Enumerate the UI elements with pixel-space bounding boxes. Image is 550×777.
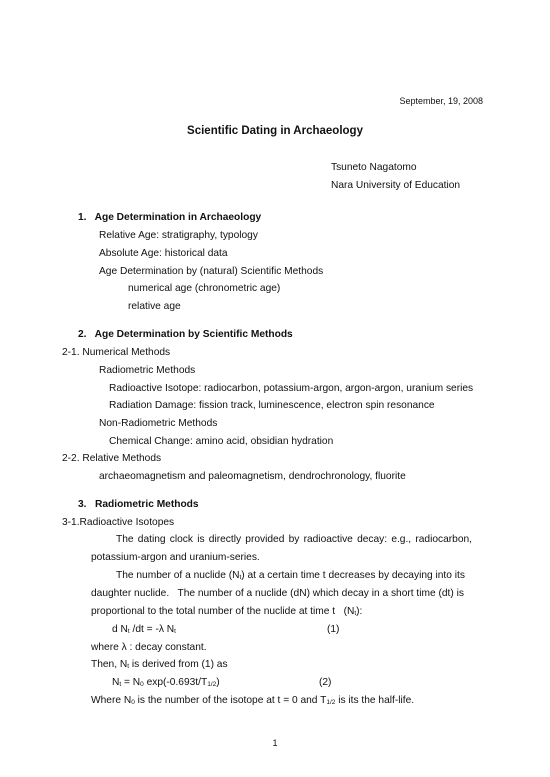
paragraph-line: proportional to the total number of the nuclide at time t $(N_t)$:	[91, 606, 363, 617]
list-item: Chemical Change: amino acid, obsidian hydration	[109, 436, 334, 447]
equation-number: (1)	[327, 624, 340, 635]
author-affiliation: Nara University of Education	[331, 180, 461, 191]
paragraph-line: potassium-argon and uranium-series.	[91, 552, 260, 563]
document-date: September, 19, 2008	[399, 96, 483, 106]
equation-number: (2)	[319, 677, 332, 688]
section-heading: 2. Age Determination by Scientific Methods	[78, 329, 293, 340]
subsection-heading: 2-1. Numerical Methods	[62, 347, 171, 358]
paragraph-line: where λ : decay constant.	[91, 642, 207, 653]
document-title: Scientific Dating in Archaeology	[187, 125, 363, 137]
subsection-heading: 3-1.Radioactive Isotopes	[62, 517, 175, 528]
section-heading: 1. Age Determination in Archaeology	[78, 212, 262, 223]
equation: d $N_t$ /dt = -λ $N_t$	[112, 624, 176, 635]
list-item: numerical age (chronometric age)	[128, 283, 281, 294]
list-item: Radiometric Methods	[99, 365, 196, 376]
section-heading: 3. Radiometric Methods	[78, 499, 199, 510]
list-item: relative age	[128, 301, 181, 312]
page-number: 1	[272, 738, 278, 748]
list-item: Non-Radiometric Methods	[99, 418, 218, 429]
list-item: archaeomagnetism and paleomagnetism, dendrochronology, fluorite	[99, 471, 406, 482]
subsection-heading: 2-2. Relative Methods	[62, 453, 162, 464]
author-name: Tsuneto Nagatomo	[331, 162, 417, 173]
list-item: Relative Age: stratigraphy, typology	[99, 230, 258, 241]
paragraph-line: Where $N_0$ is the number of the isotope at t = 0 and $T_{1/2}$ is its the half-life.	[91, 695, 415, 706]
list-item: Absolute Age: historical data	[99, 248, 228, 259]
paragraph-line: Then, $N_t$ is derived from (1) as	[91, 659, 228, 670]
list-item: Radiation Damage: fission track, luminescence, electron spin resonance	[109, 400, 435, 411]
list-item: Age Determination by (natural) Scientific Methods	[99, 266, 324, 277]
equation: $N_t = N_0$ $\exp(-0.693t/T_{1/2})$	[112, 677, 220, 688]
paragraph-line: The number of a nuclide $(N_t)$ at a certain time t decreases by decaying into its	[116, 570, 465, 581]
paragraph-line: daughter nuclide. The number of a nuclide (dN) which decay in a short time (dt) is	[91, 588, 464, 599]
paragraph-line: The dating clock is directly provided by radioactive decay: e.g., radiocarbon,	[116, 534, 472, 545]
list-item: Radioactive Isotope: radiocarbon, potassium-argon, argon-argon, uranium series	[109, 383, 474, 394]
